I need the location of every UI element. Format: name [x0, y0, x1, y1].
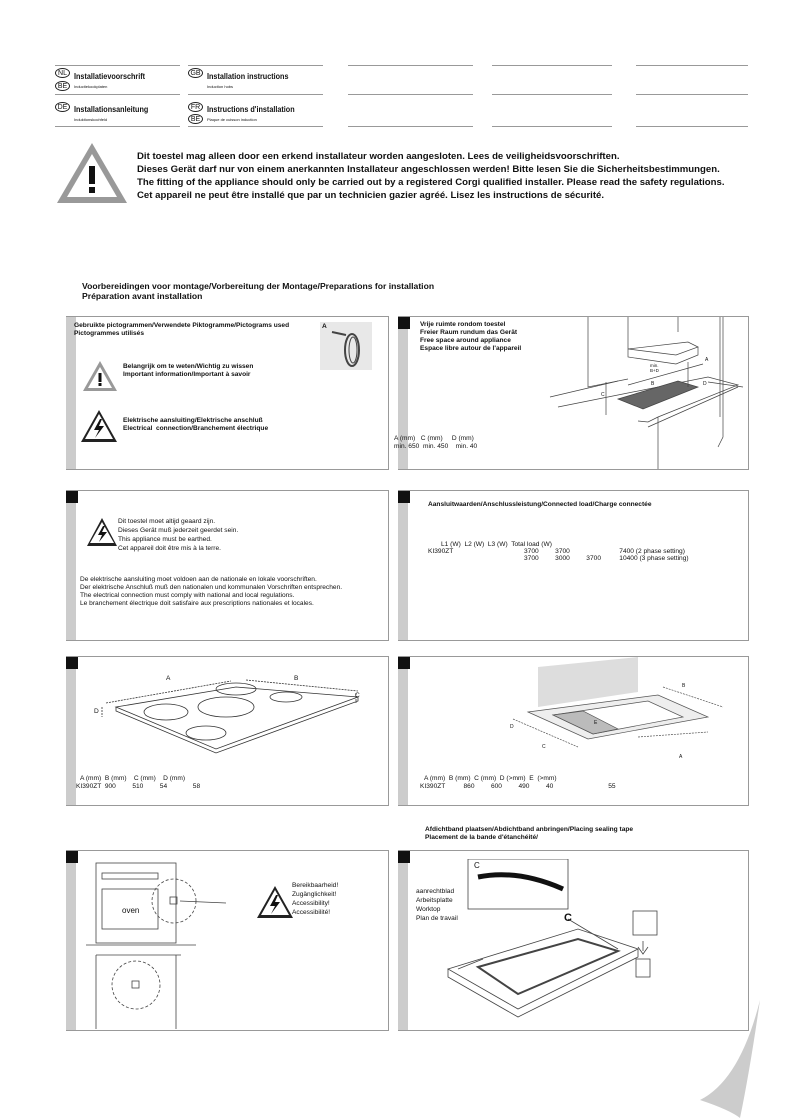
dim-label-a: A: [705, 357, 709, 363]
load-table-header: L1 (W) L2 (W) L3 (W) Total load (W): [441, 541, 552, 548]
badge-gb: GB: [188, 68, 203, 78]
badge-fr: FR: [188, 102, 203, 112]
cable-image: [320, 322, 372, 370]
decorative-swoosh: [700, 1000, 780, 1118]
section-marker: [398, 491, 410, 503]
electrical-connection-label: Elektrische aansluiting/Elektrische anschluß Electrical connection/Branchement électrique: [123, 417, 269, 432]
sealing-tape-title: Afdichtband plaatsen/Abdichtband anbringen/Placing sealing tape Placement de la bande d'étanchéité/: [425, 826, 634, 841]
oven-label: oven: [122, 906, 140, 915]
connected-load-title: Aansluitwaarden/Anschlussleistung/Connected load/Charge connectée: [428, 501, 652, 508]
warning-icon: [54, 140, 130, 206]
panel-cutout-dimensions: [398, 656, 749, 806]
electrical-hazard-icon: [86, 517, 118, 547]
electrical-hazard-icon: [80, 409, 118, 443]
dim-label-e: E: [594, 720, 598, 726]
warning-de: Dieses Gerät darf nur von einem anerkannten Installateur angeschlossen werden! Bitte lesen Sie die Sicherheitsbestimmungen.: [137, 164, 720, 175]
hob-diagram: [96, 667, 366, 757]
dim-label-a: A: [679, 754, 683, 760]
panel-accessibility: [66, 850, 389, 1031]
panel-connected-load: [398, 490, 749, 641]
dim-label-b: B: [294, 675, 299, 682]
panel-earthing: [66, 490, 389, 641]
subtitle-gb: Induction hobs: [207, 84, 234, 89]
subtitle-de: Induktionskochfeld: [74, 117, 108, 122]
tape-label-c: C: [564, 912, 572, 924]
dim-label-c: C: [542, 744, 546, 750]
cutout-diagram: [508, 657, 738, 757]
free-space-title: Vrije ruimte rondom toestel Freier Raum rundum das Gerät Free space around appliance Espace libre autour de l'appareil: [420, 321, 522, 352]
badge-de: DE: [55, 102, 70, 112]
title-nl: Installatievoorschrift: [74, 71, 146, 81]
cable-label: A: [322, 323, 327, 330]
sealing-tape-diagram: [438, 859, 738, 1029]
load-table-row: 3700 3700 7400 (2 phase setting): [524, 548, 685, 555]
important-info-label: Belangrijk om te weten/Wichtig zu wissen Important information/Important à savoir: [123, 363, 254, 378]
oven-diagram: [86, 859, 236, 1029]
detail-label-c: C: [474, 861, 480, 870]
dim-label-a: A: [166, 675, 171, 682]
section-marker: [66, 657, 78, 669]
section-title: [82, 281, 434, 301]
section-title-line: Voorbereidingen voor montage/Vorbereitung der Montage/Preparations for installation: [82, 281, 435, 291]
warning-icon: [82, 360, 118, 392]
free-space-dimensions: A (mm) C (mm) D (mm) min. 650 min. 450 min. 40: [394, 435, 478, 450]
safety-warning: [137, 150, 724, 202]
hob-dims-header: A (mm) B (mm) C (mm) D (mm): [80, 775, 186, 782]
section-title-line: Préparation avant installation: [82, 291, 203, 301]
dim-label-b: B: [682, 683, 686, 689]
dim-label-c: C: [355, 692, 360, 699]
warning-gb: The fitting of the appliance should only be carried out by a registered Corgi qualified installer. Please read the safety regulations.: [137, 177, 725, 188]
panel-hob-dimensions: [66, 656, 389, 806]
subtitle-fr: Plaque de cuisson induction: [207, 117, 257, 122]
dim-label-min: min. B+D: [650, 363, 659, 373]
section-marker: [66, 491, 78, 503]
section-marker: [398, 657, 410, 669]
title-de: Installationsanleitung: [74, 104, 149, 114]
badge-nl: NL: [55, 68, 70, 78]
panel-pictograms: [66, 316, 389, 470]
subtitle-nl: Inductiekookplaten: [74, 84, 108, 89]
load-table-row: 3700 3000 3700 10400 (3 phase setting): [524, 555, 689, 562]
load-table-model: KI390ZT: [428, 548, 454, 555]
dim-label-c: C: [601, 392, 605, 398]
dim-label-d: D: [510, 724, 514, 730]
title-gb: Installation instructions: [207, 71, 289, 81]
title-fr: Instructions d'installation: [207, 104, 295, 114]
worktop-label: aanrechtblad Arbeitsplatte Worktop Plan de travail: [416, 888, 458, 922]
earthing-note: Dit toestel moet altijd geaard zijn. Dieses Gerät muß jederzeit geerdet sein. This appliance must be earthed. Cet appareil doit être mis à la terre.: [118, 518, 239, 552]
badge-be2: BE: [188, 114, 203, 124]
badge-be: BE: [55, 81, 70, 91]
electrical-hazard-icon: [256, 885, 294, 919]
warning-fr: Cet appareil ne peut être installé que par un technicien gazier agréé. Lisez les instructions de sécurité.: [137, 190, 605, 201]
panel-free-space: [394, 316, 749, 470]
dim-label-d: D: [94, 708, 99, 715]
cutout-dims-row: KI390ZT 860 600 490 40 55: [420, 783, 616, 790]
warning-nl: Dit toestel mag alleen door een erkend installateur worden aangesloten. Lees de veiligheidsvoorschriften.: [137, 151, 620, 162]
cutout-dims-header: A (mm) B (mm) C (mm) D (>mm) E (>mm): [424, 775, 557, 782]
electrical-regulations-note: De elektrische aansluiting moet voldoen aan de nationale en lokale voorschriften. Der elektrische Anschluß muß den nationalen und kommunalen Vorschriften entsprechen. The electrical connection must comply with national and local regulations. Le branchement électrique doit satisfaire aux prescriptions nationales et locales.: [80, 576, 343, 607]
dim-label-d: D: [703, 381, 707, 387]
panel-sealing-tape: [398, 850, 749, 1031]
hob-dims-row: KI390ZT 900 510 54 58: [76, 783, 201, 790]
free-space-diagram: [548, 317, 748, 469]
accessibility-note: Bereikbaarheid! Zugänglichkeit! Accessibility! Accessibilité!: [292, 882, 339, 916]
pictograms-title: Gebruikte pictogrammen/Verwendete Piktogramme/Pictograms used Pictogrammes utilisés: [74, 322, 290, 337]
cable-icon: [320, 322, 372, 370]
dim-label-b: B: [651, 381, 655, 387]
section-marker: [398, 851, 410, 863]
section-marker: [398, 317, 410, 329]
section-marker: [66, 851, 78, 863]
